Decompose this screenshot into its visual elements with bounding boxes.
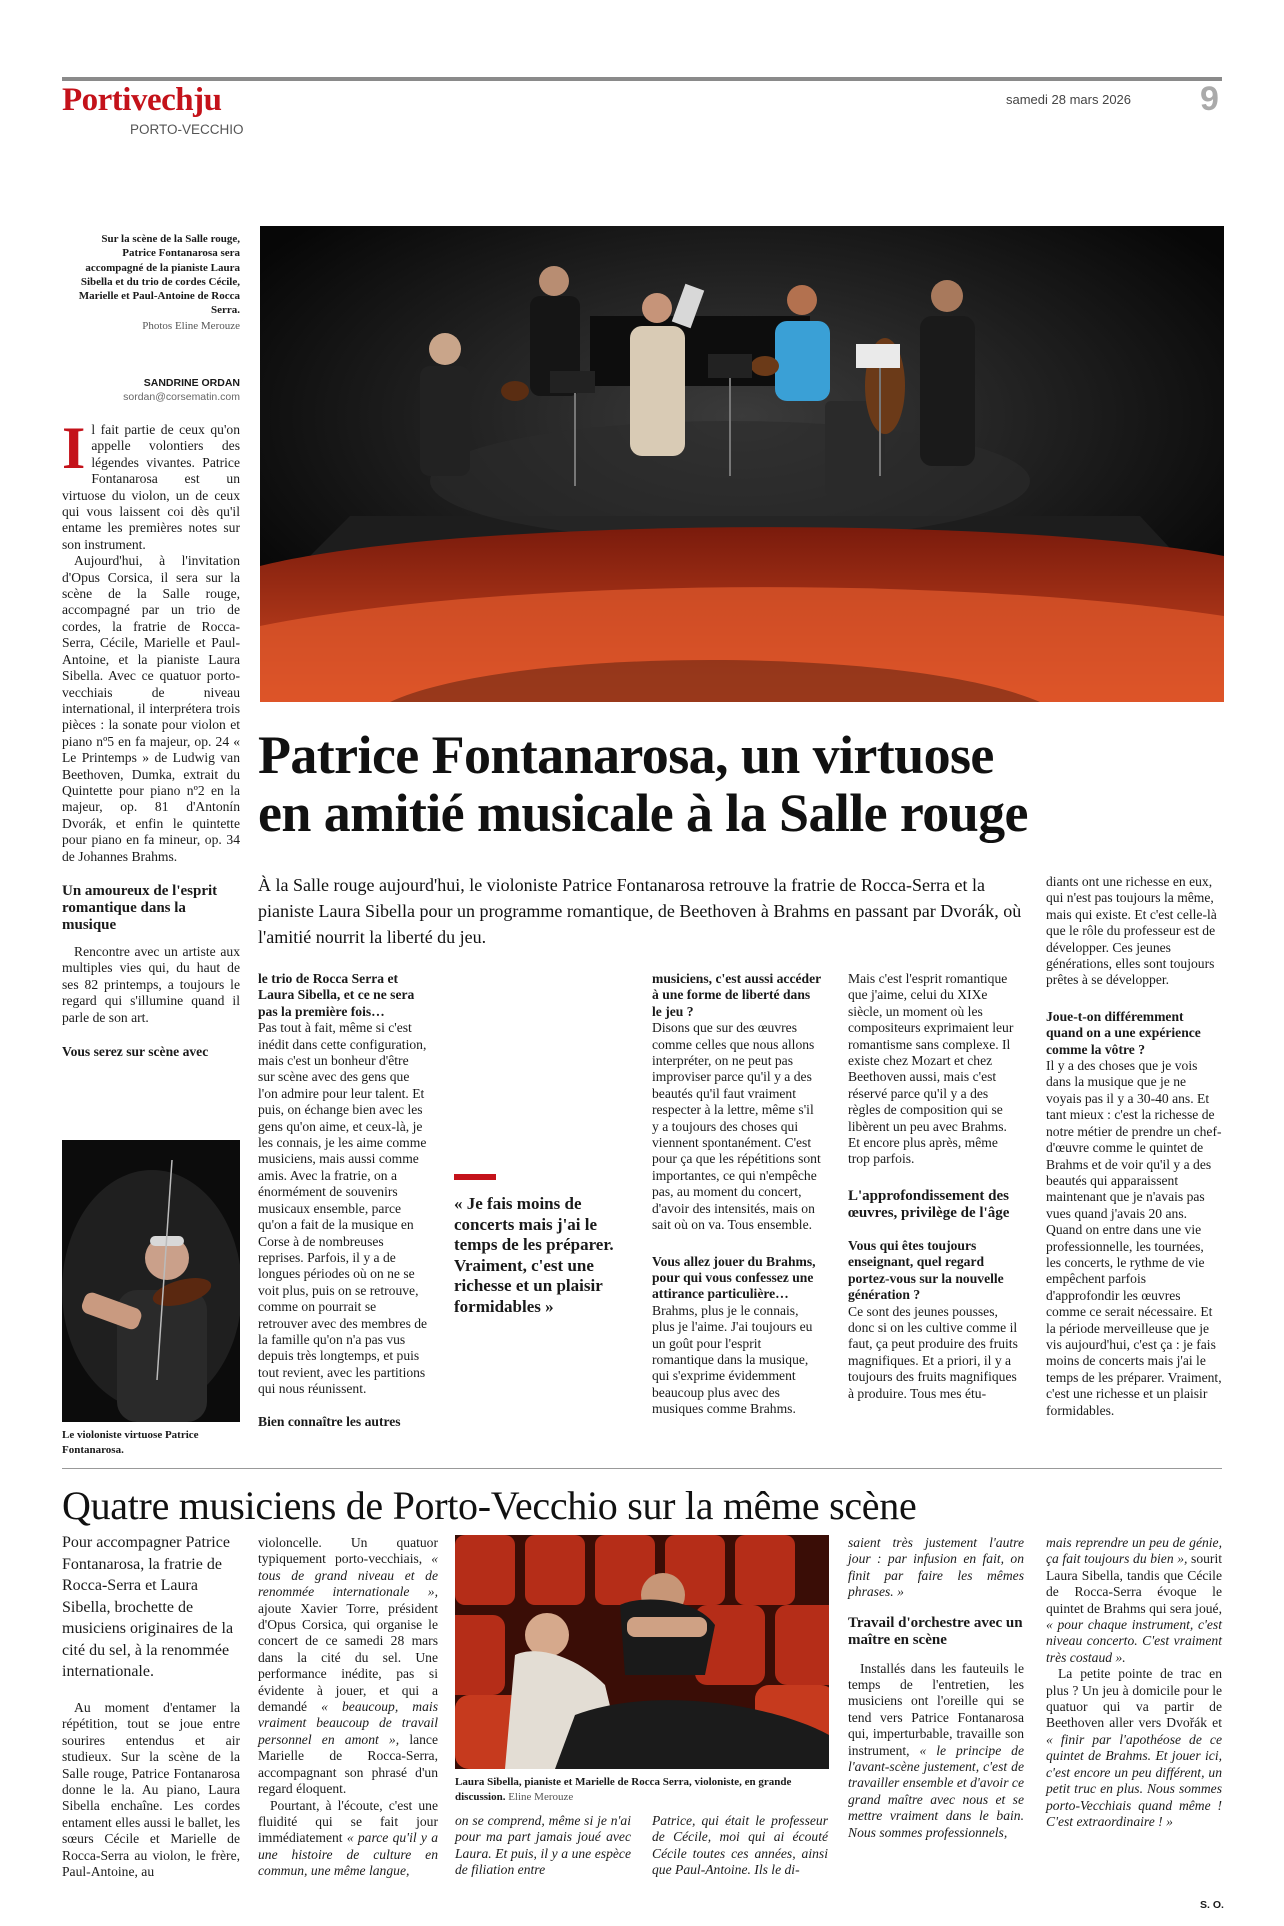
col2-question: le trio de Rocca Serra et Laura Sibella, et ce ne sera pas la première fois… bbox=[258, 971, 415, 1019]
headline-line-2: en amitié musicale à la Salle rouge bbox=[258, 783, 1028, 843]
portrait-photo bbox=[62, 1140, 240, 1422]
chapo: À la Salle rouge aujourd'hui, le violoniste Patrice Fontanarosa retrouve la fratrie de Rocca-Serra et la pianiste Laura Sibella pour un programme romantique, de Beethoven à Brahms en passant par Dvorák, où l'amitié nourrit la liberté du jeu. bbox=[258, 875, 1022, 947]
story2-c2a: violoncelle. Un quatuor typiquement porto-vecchiais, bbox=[258, 1535, 438, 1567]
col5-answer-2: Ce sont des jeunes pousses, donc si on les cultive comme il faut, ça peut produire des fruits magnifiques. Et a priori, il y a toujours des fruits magnifiques à produire. Tous mes étu- bbox=[848, 1303, 1018, 1401]
col6-answer-2: Il y a des choses que je vois dans la musique que je ne voyais pas il y a 30-40 ans. Et tant mieux : c'est la richesse de notre métier de prendre un chef-d'œuvre comme le quintet de Brahms et de voir qu'il y a des beautés qui apparaissent maintenant que je n'avais pas vues quand j'avais 20 ans. bbox=[1046, 1058, 1222, 1221]
story2-col2 bbox=[258, 1535, 438, 1880]
story2-c2e: lance Marielle de Rocca-Serra, accompagnant son phrasé d'un regard éloquent. bbox=[258, 1731, 438, 1797]
story2-subhead: Travail d'orchestre avec un maître en scène bbox=[848, 1614, 1023, 1648]
col6-answer-3: Quand on entre dans une vie professionnelle, les tournées, les concerts, le rythme de vie empêchent parfois d'approfondir les œuvres comme ce serait nécessaire. Et la période merveilleuse que je vis aujourd'hui, c'est ça : je fais moins de concerts mais j'ai le temps de les préparer. Vraiment, c'est une richesse et un plaisir formidables. bbox=[1046, 1222, 1222, 1418]
story2-col5 bbox=[848, 1535, 1024, 1841]
column-6 bbox=[1046, 874, 1222, 1419]
story2-photo bbox=[455, 1535, 829, 1769]
headline-line-1: Patrice Fontanarosa, un virtuose bbox=[258, 725, 994, 785]
col5-question: Vous qui êtes toujours enseignant, quel regard portez-vous sur la nouvelle génération ? bbox=[848, 1237, 1004, 1303]
page-number: 9 bbox=[1200, 80, 1219, 118]
story2-photo-caption bbox=[455, 1775, 829, 1805]
author-name: SANDRINE ORDAN bbox=[143, 377, 240, 389]
col4-question-2: Vous allez jouer du Brahms, pour qui vous confessez une attirance particulière… bbox=[652, 1253, 816, 1302]
header-rule bbox=[62, 77, 1222, 81]
date: samedi 28 mars 2026 bbox=[1006, 92, 1132, 107]
musicians-in-seats-photo bbox=[455, 1535, 829, 1769]
section-logo: Portivechju bbox=[62, 82, 222, 118]
drop-cap: I bbox=[62, 415, 86, 481]
section-subtitle: PORTO-VECCHIO bbox=[130, 122, 244, 137]
col2-answer: Pas tout à fait, même si c'est inédit dans cette configuration, mais c'est un bonheur d'être sur scène avec des gens que l'on admire pour leur talent. Et puis, on échange bien avec les gens qu'on aime, et ceux-là, je les connais, je les aime comme musiciens, mais aussi comme amis. Avec la fratrie, on a énormément de souvenirs musicaux ensemble, parce qu'on a fait de la musique en Corse à de nombreuses reprises. Parfois, il y a de longues périodes où on ne se voit plus, puis on se retrouve, comme on pourrait se retrouver avec des membres de la famille qu'on n'a pas vus depuis très longtemps, et puis tout revient, avec les partitions qui nous réunissent. bbox=[258, 1020, 428, 1397]
story2-c3: on se comprend, même si je n'ai pour ma part jamais joué avec Laura. Et puis, il y a une espèce de filiation entre bbox=[455, 1813, 631, 1878]
story2-headline: Quatre musiciens de Porto-Vecchio sur la même scène bbox=[62, 1483, 917, 1528]
story2-c6b: sourit Laura Sibella, tandis que Cécile de Rocca-Serra évoque le quintet de Brahms qui sera joué, bbox=[1046, 1551, 1222, 1616]
story2-c5b: Installés dans les fauteuils le temps de l'entretien, les musiciens ont l'oreille qui se tend vers Patrice Fontanarosa qui, imperturbable, travaille son instrument, bbox=[848, 1660, 1024, 1758]
story2-c4: Patrice, qui était le professeur de Cécile, moi qui ai écouté Cécile toutes ces années, ainsi que Paul-Antoine. Ils le di- bbox=[652, 1813, 828, 1878]
column-2 bbox=[258, 971, 428, 1430]
col4-answer: Disons que sur des œuvres comme celles que nous allons interpréter, on ne peut pas improviser parce qu'il y a des beautés qu'il faut vraiment respecter à la lettre, même s'il y a toujours des choses qui viennent spontanément. C'est pour ça que les répétitions sont importantes, ce qui n'empêche pas, au moment du concert, d'avoir des intensités, mais on sait où on va. Tous ensemble. bbox=[652, 1020, 821, 1233]
story2-caption-credit: Eline Merouze bbox=[508, 1791, 574, 1803]
lead-p3: Rencontre avec un artiste aux multiples vies qui, du haut de ses 82 printemps, a toujours le regard qui s'illumine quand il parle de son art. bbox=[62, 943, 240, 1025]
lead-p2: Aujourd'hui, à l'invitation d'Opus Corsica, il sera sur la scène de la Salle rouge, accompagné par un trio de cordes, la fratrie de Rocca-Serra, Cécile, Marielle et Paul-Antoine, et la pianiste Laura Sibella. Avec ce quatuor porto-vecchiais de niveau international, il interprétera trois pièces : la sonate pour violon et piano nº5 en fa majeur, op. 24 « Le Printemps » de Ludwig van Beethoven, Dumka, extrait du Quintette pour piano nº2 en la majeur, op. 81 d'Antonín Dvorák, et enfin le quintette pour piano en fa mineur, op. 34 de Johannes Brahms. bbox=[62, 553, 240, 864]
story-separator bbox=[62, 1468, 1222, 1469]
top-caption bbox=[70, 232, 240, 333]
lead-p1: l fait partie de ceux qu'on appelle volontiers des légendes vivantes. Patrice Fontanarosa est un virtuose du violon, un de ceux qui vous laissent coi dès qu'il entame les premières notes sur son instrument. bbox=[62, 422, 240, 552]
story2-c2f: Pourtant, à l'écoute, c'est une fluidité qui se fait jour immédiatement bbox=[258, 1797, 438, 1846]
col5-answer: Mais c'est l'esprit romantique que j'aime, celui du XIXe siècle, un moment où les compositeurs exprimaient leur romantisme sans complexe. Il existe chez Mozart et chez Beethoven aussi, mais c'est réservé parce qu'il y a des règles de composition qui se libèrent un peu avec Brahms. Et encore plus après, même trop parfois. bbox=[848, 971, 1014, 1167]
story2-c2b: « tous de grand niveau et de renommée internationale », bbox=[258, 1551, 438, 1600]
col4-question: musiciens, c'est aussi accéder à une forme de liberté dans le jeu ? bbox=[652, 971, 821, 1019]
lead-column bbox=[62, 415, 240, 1060]
story2-col6 bbox=[1046, 1535, 1222, 1830]
story2-c5a: saient très justement l'autre jour : par infusion en fait, on finit par faire les mêmes phrases. » bbox=[848, 1535, 1024, 1600]
story2-p1: Au moment d'entamer la répétition, tout se joue entre sourires entendus et air studieux. Sur la scène de la Salle rouge, Patrice Fontanarosa donne le la. Au piano, Laura Sibella enchaîne. Les cordes entament elles aussi le ballet, les sœurs Cécile et Marielle de Rocca-Serra au violon, le frère, Paul-Antoine, au bbox=[62, 1700, 240, 1880]
story2-c6d: La petite pointe de trac en plus ? Un jeu à domicile pour le quatuor qui va partir de Beethoven aller vers Dvořák et bbox=[1046, 1666, 1222, 1731]
story2-col3 bbox=[455, 1813, 631, 1879]
column-4 bbox=[652, 971, 822, 1418]
violinist-portrait bbox=[62, 1140, 240, 1422]
story2-chapo: Pour accompagner Patrice Fontanarosa, la fratrie de Rocca-Serra et Laura Sibella, brochette de musiciens originaires de la cité du sel, à la renommée internationale. bbox=[62, 1534, 234, 1680]
story2-caption-text: Laura Sibella, pianiste et Marielle de Rocca Serra, violoniste, en grande discussion. bbox=[455, 1776, 792, 1803]
column-5 bbox=[848, 971, 1020, 1402]
lead-question: Vous serez sur scène avec bbox=[62, 1044, 209, 1059]
main-photo bbox=[260, 226, 1224, 702]
col6-question: Joue-t-on différemment quand on a une expérience comme la vôtre ? bbox=[1046, 1008, 1201, 1057]
col2-question-2: Bien connaître les autres bbox=[258, 1413, 401, 1429]
story2-c6e: « finir par l'apothéose de ce quintet de Brahms. Et jouer ici, c'est encore un peu différent, un petit truc en plus. Nous sommes porto-Vecchiais quand même ! C'est extraordinaire ! » bbox=[1046, 1731, 1222, 1829]
pullquote: « Je fais moins de concerts mais j'ai le temps de les préparer. Vraiment, c'est une richesse et un plaisir formidables » bbox=[454, 1194, 614, 1316]
story2-c2d: « beaucoup, mais vraiment beaucoup de travail personnel en amont », bbox=[258, 1699, 438, 1747]
story2-c2g: « parce qu'il y a une histoire de culture en commun, une même langue, bbox=[258, 1830, 438, 1879]
author-email: sordan@corsematin.com bbox=[123, 391, 240, 403]
signature: S. O. bbox=[1200, 1899, 1224, 1911]
col5-subhead: L'approfondissement des œuvres, privilège de l'âge bbox=[848, 1187, 1010, 1221]
col4-answer-2: Brahms, plus je le connais, plus je l'aime. J'ai toujours eu un goût pour l'esprit romantique dans la musique, qui s'exprime évidemment beaucoup plus avec des musiques comme Brahms. bbox=[652, 1302, 813, 1417]
caption-text: Sur la scène de la Salle rouge, Patrice Fontanarosa sera accompagné de la pianiste Laura Sibella et du trio de cordes Cécile, Marielle et Paul-Antoine de Rocca Serra. bbox=[78, 233, 240, 317]
story2-col1 bbox=[62, 1700, 240, 1880]
col6-answer: diants ont une richesse en eux, qui n'est pas toujours la même, mais qui existe. Et c'est celle-là que le rôle du professeur est de développer. Ces jeunes générations, elles sont toujours prêtes à se développer. bbox=[1046, 874, 1217, 988]
pullquote-rule bbox=[454, 1174, 496, 1180]
story2-c2c: ajoute Xavier Torre, président d'Opus Corsica, qui organise le concert de ce samedi 28 mars dans la cité du sel. Une performance inédite, pas si évidente à jouer, et qui a demandé bbox=[258, 1600, 438, 1715]
story2-c5c: « le principe de l'avant-scène justement, c'est de travailler ensemble et d'avoir ce grand maître avec nous et se mettre vraiment dans le bain. Nous sommes professionnels, bbox=[848, 1742, 1025, 1840]
story2-c6a: mais reprendre un peu de génie, ça fait toujours du bien », bbox=[1046, 1535, 1222, 1567]
concert-rehearsal-photo bbox=[260, 226, 1224, 702]
portrait-caption: Le violoniste virtuose Patrice Fontanarosa. bbox=[62, 1429, 199, 1456]
story2-c6c: « pour chaque instrument, c'est niveau concerto. C'est vraiment très costaud ». bbox=[1046, 1617, 1222, 1665]
lead-subhead: Un amoureux de l'esprit romantique dans la musique bbox=[62, 882, 218, 933]
photo-credit: Photos Eline Merouze bbox=[142, 319, 240, 332]
story2-col4 bbox=[652, 1813, 828, 1879]
author-block bbox=[70, 377, 240, 403]
headline bbox=[258, 726, 1028, 842]
